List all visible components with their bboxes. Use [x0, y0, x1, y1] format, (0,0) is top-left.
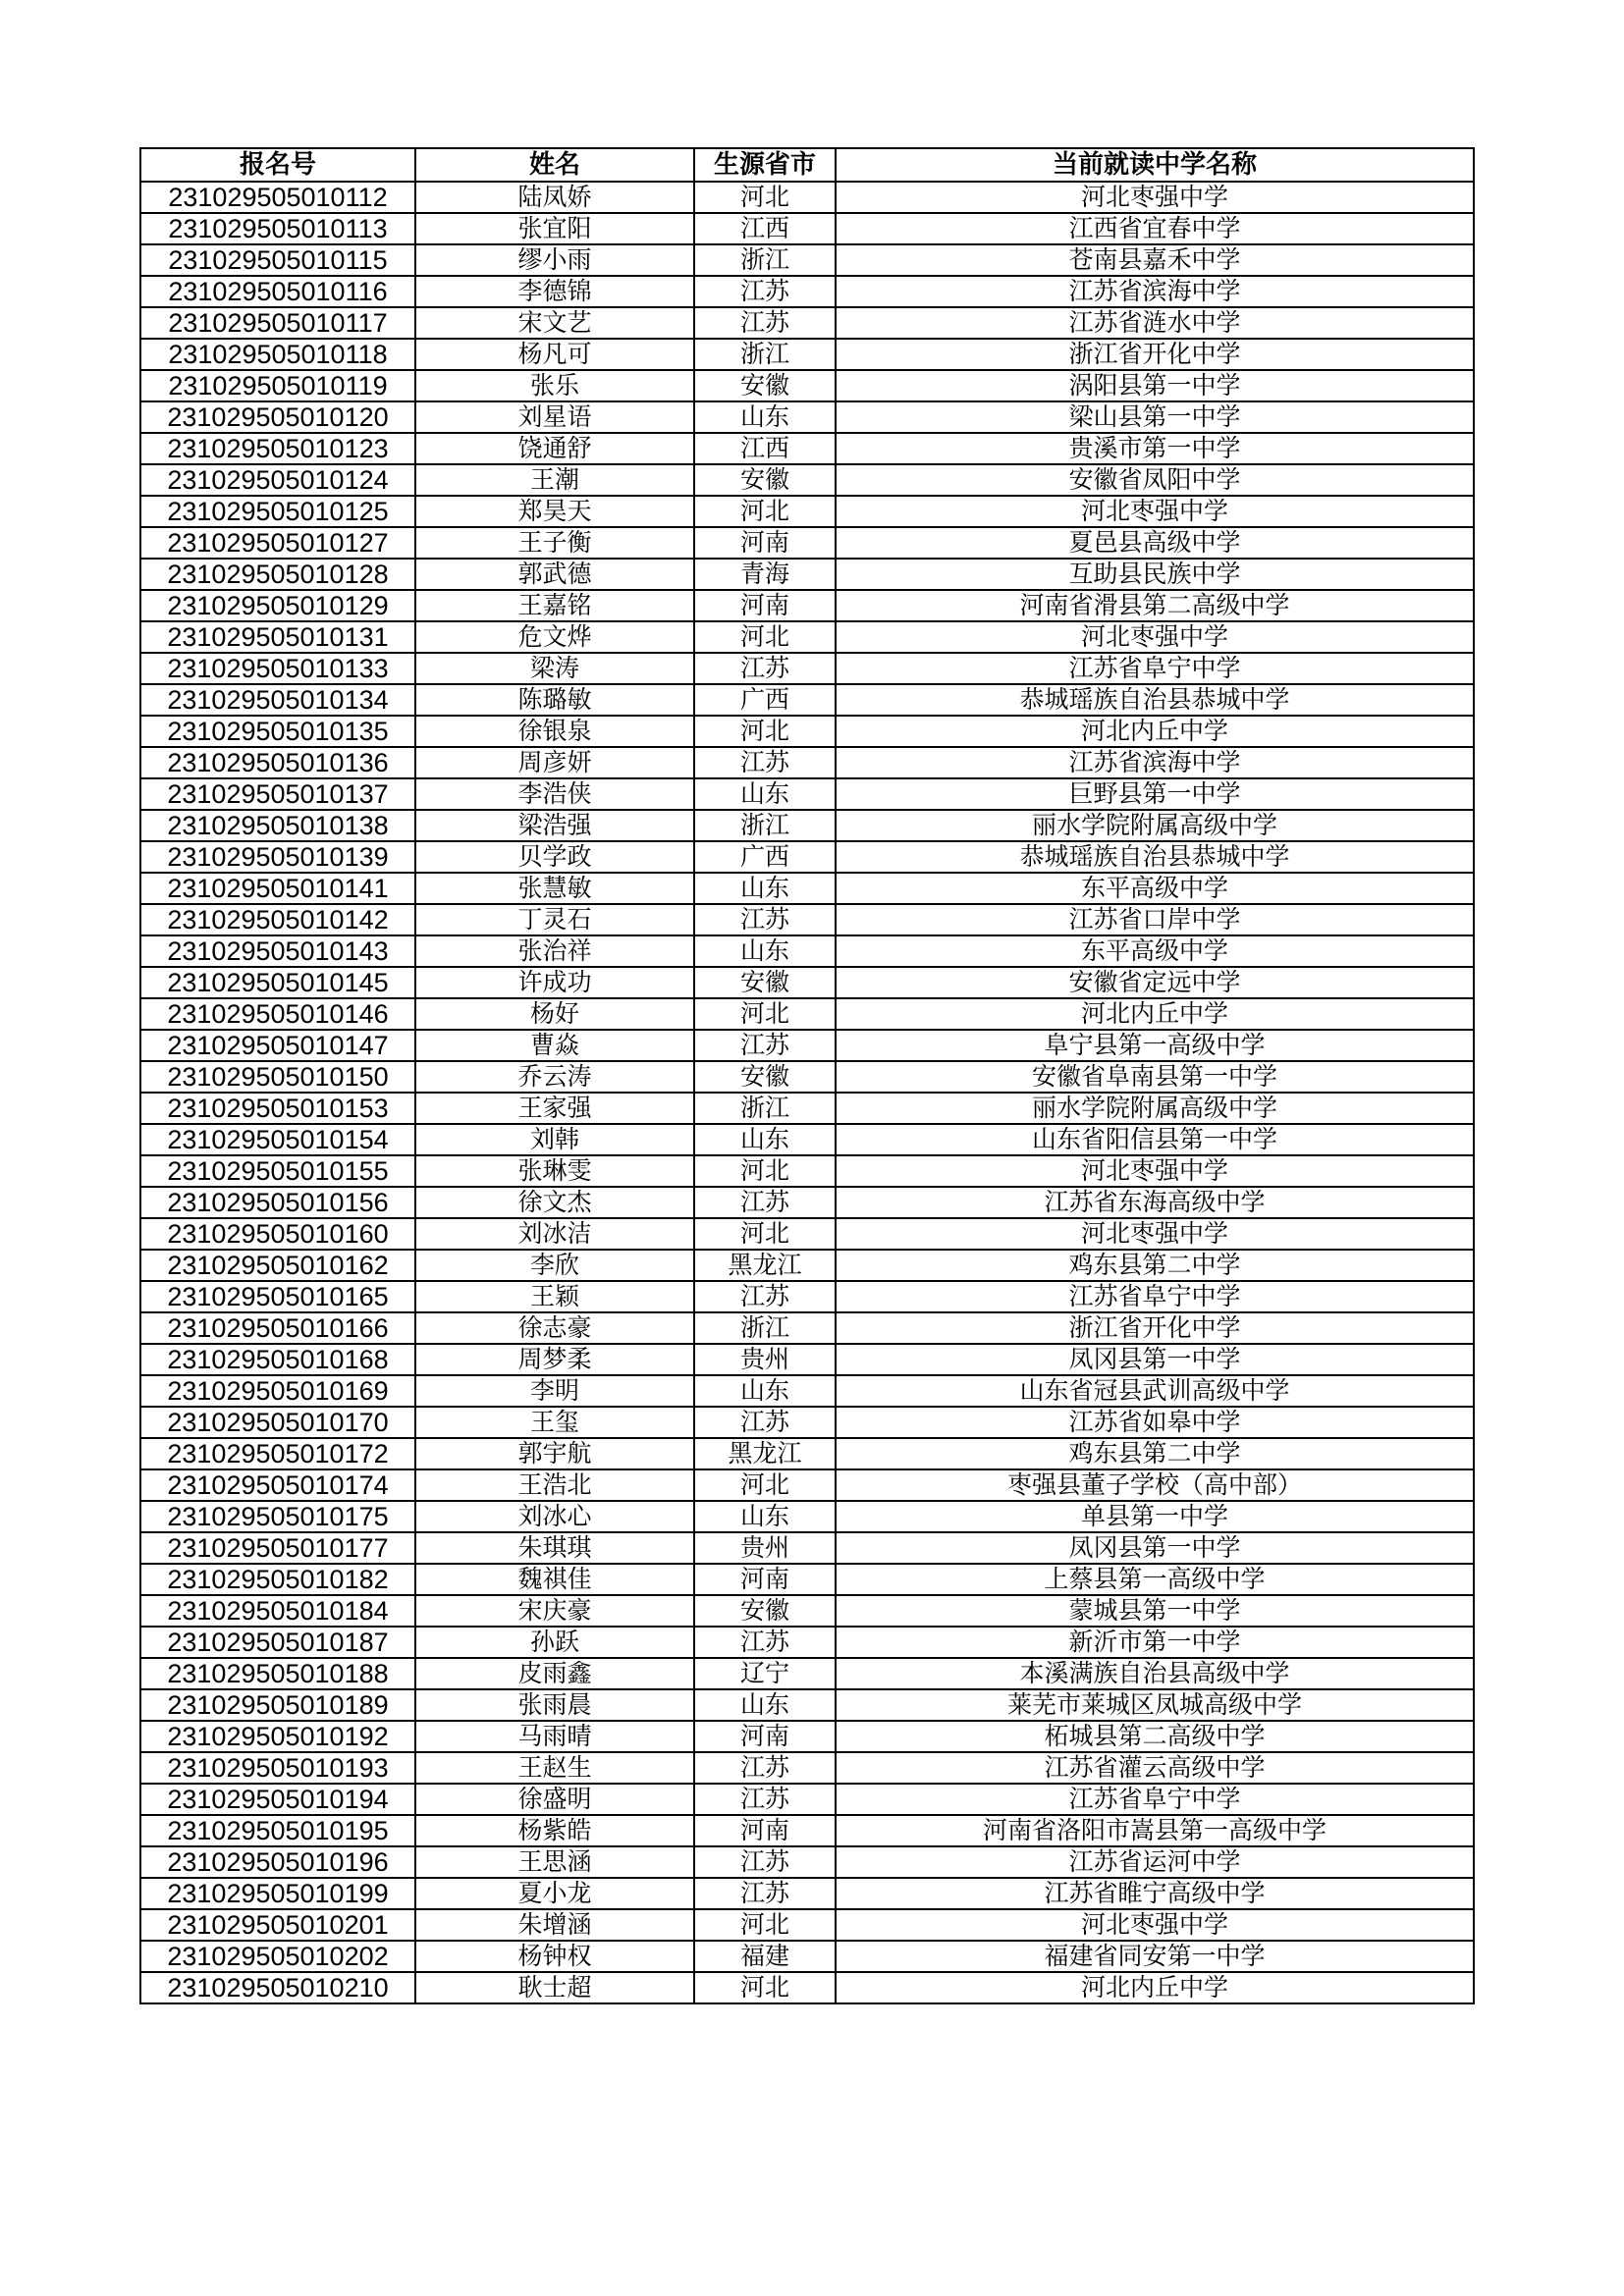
school-name-cell: 山东省阳信县第一中学 — [836, 1124, 1474, 1155]
province-cell: 广西 — [694, 684, 836, 716]
school-name-cell: 贵溪市第一中学 — [836, 433, 1474, 464]
table-row — [140, 1627, 1474, 1658]
student-name-cell: 杨钟权 — [415, 1941, 694, 1972]
province-cell: 江苏 — [694, 653, 836, 684]
registration-number-cell: 231029505010137 — [140, 778, 415, 810]
province-cell: 河北 — [694, 1909, 836, 1941]
school-name-cell: 安徽省阜南县第一中学 — [836, 1061, 1474, 1093]
registration-number-cell: 231029505010189 — [140, 1689, 415, 1721]
school-name-cell: 苍南县嘉禾中学 — [836, 244, 1474, 276]
province-cell: 河北 — [694, 716, 836, 747]
table-row — [140, 1438, 1474, 1469]
student-name-cell: 周梦柔 — [415, 1344, 694, 1375]
registration-number-cell: 231029505010196 — [140, 1846, 415, 1878]
registration-number-cell: 231029505010142 — [140, 904, 415, 935]
registration-number-cell: 231029505010113 — [140, 213, 415, 244]
student-name-cell: 徐志豪 — [415, 1312, 694, 1344]
school-name-cell: 江苏省阜宁中学 — [836, 1281, 1474, 1312]
registration-number-cell: 231029505010202 — [140, 1941, 415, 1972]
province-cell: 山东 — [694, 1689, 836, 1721]
school-name-cell: 江苏省运河中学 — [836, 1846, 1474, 1878]
registration-number-cell: 231029505010162 — [140, 1250, 415, 1281]
header-school: 当前就读中学名称 — [836, 148, 1474, 182]
table-row — [140, 1312, 1474, 1344]
student-name-cell: 李德锦 — [415, 276, 694, 307]
school-name-cell: 河北枣强中学 — [836, 496, 1474, 527]
registration-number-cell: 231029505010124 — [140, 464, 415, 496]
registration-number-cell: 231029505010133 — [140, 653, 415, 684]
registration-number-cell: 231029505010146 — [140, 998, 415, 1030]
province-cell: 江苏 — [694, 904, 836, 935]
table-row — [140, 276, 1474, 307]
table-row — [140, 653, 1474, 684]
province-cell: 山东 — [694, 778, 836, 810]
registration-number-cell: 231029505010112 — [140, 182, 415, 213]
registration-number-cell: 231029505010131 — [140, 621, 415, 653]
school-name-cell: 安徽省凤阳中学 — [836, 464, 1474, 496]
registration-number-cell: 231029505010169 — [140, 1375, 415, 1407]
province-cell: 江苏 — [694, 1784, 836, 1815]
table-row — [140, 1689, 1474, 1721]
province-cell: 江苏 — [694, 1752, 836, 1784]
province-cell: 江苏 — [694, 1407, 836, 1438]
school-name-cell: 河南省洛阳市嵩县第一高级中学 — [836, 1815, 1474, 1846]
table-row — [140, 1752, 1474, 1784]
table-row — [140, 244, 1474, 276]
table-row — [140, 998, 1474, 1030]
table-row — [140, 1155, 1474, 1187]
registration-number-cell: 231029505010210 — [140, 1972, 415, 2003]
province-cell: 山东 — [694, 1375, 836, 1407]
school-name-cell: 凤冈县第一中学 — [836, 1344, 1474, 1375]
registration-number-cell: 231029505010174 — [140, 1469, 415, 1501]
student-name-cell: 宋文艺 — [415, 307, 694, 339]
school-name-cell: 河北枣强中学 — [836, 1218, 1474, 1250]
registration-number-cell: 231029505010166 — [140, 1312, 415, 1344]
student-name-cell: 刘星语 — [415, 401, 694, 433]
school-name-cell: 江苏省口岸中学 — [836, 904, 1474, 935]
school-name-cell: 江苏省东海高级中学 — [836, 1187, 1474, 1218]
table-row — [140, 1941, 1474, 1972]
province-cell: 江苏 — [694, 1878, 836, 1909]
province-cell: 山东 — [694, 1124, 836, 1155]
school-name-cell: 江苏省涟水中学 — [836, 307, 1474, 339]
school-name-cell: 恭城瑶族自治县恭城中学 — [836, 841, 1474, 873]
registration-number-cell: 231029505010150 — [140, 1061, 415, 1093]
province-cell: 江苏 — [694, 1187, 836, 1218]
registration-number-cell: 231029505010165 — [140, 1281, 415, 1312]
student-name-cell: 徐文杰 — [415, 1187, 694, 1218]
table-row — [140, 684, 1474, 716]
school-name-cell: 江苏省灌云高级中学 — [836, 1752, 1474, 1784]
school-name-cell: 东平高级中学 — [836, 935, 1474, 967]
province-cell: 贵州 — [694, 1344, 836, 1375]
province-cell: 江苏 — [694, 1030, 836, 1061]
school-name-cell: 江苏省睢宁高级中学 — [836, 1878, 1474, 1909]
province-cell: 河北 — [694, 998, 836, 1030]
student-name-cell: 杨好 — [415, 998, 694, 1030]
registration-number-cell: 231029505010160 — [140, 1218, 415, 1250]
registration-number-cell: 231029505010135 — [140, 716, 415, 747]
student-name-cell: 贝学政 — [415, 841, 694, 873]
table-row — [140, 904, 1474, 935]
student-name-cell: 王家强 — [415, 1093, 694, 1124]
school-name-cell: 互助县民族中学 — [836, 559, 1474, 590]
registration-number-cell: 231029505010127 — [140, 527, 415, 559]
school-name-cell: 河北枣强中学 — [836, 1909, 1474, 1941]
student-name-cell: 郭武德 — [415, 559, 694, 590]
table-row — [140, 1532, 1474, 1564]
student-name-cell: 王赵生 — [415, 1752, 694, 1784]
province-cell: 河南 — [694, 527, 836, 559]
registration-number-cell: 231029505010155 — [140, 1155, 415, 1187]
table-row — [140, 559, 1474, 590]
province-cell: 江西 — [694, 213, 836, 244]
table-row — [140, 1721, 1474, 1752]
province-cell: 安徽 — [694, 967, 836, 998]
table-row — [140, 1093, 1474, 1124]
school-name-cell: 河北内丘中学 — [836, 1972, 1474, 2003]
registration-number-cell: 231029505010119 — [140, 370, 415, 401]
student-name-cell: 张慧敏 — [415, 873, 694, 904]
registration-number-cell: 231029505010125 — [140, 496, 415, 527]
registration-number-cell: 231029505010175 — [140, 1501, 415, 1532]
header-province: 生源省市 — [694, 148, 836, 182]
table-row — [140, 590, 1474, 621]
table-row — [140, 1124, 1474, 1155]
school-name-cell: 枣强县董子学校（高中部） — [836, 1469, 1474, 1501]
province-cell: 河北 — [694, 621, 836, 653]
registration-number-cell: 231029505010188 — [140, 1658, 415, 1689]
province-cell: 安徽 — [694, 464, 836, 496]
table-row — [140, 339, 1474, 370]
table-row — [140, 810, 1474, 841]
province-cell: 河南 — [694, 1815, 836, 1846]
header-row — [140, 148, 1474, 182]
student-name-cell: 李浩侠 — [415, 778, 694, 810]
province-cell: 安徽 — [694, 1061, 836, 1093]
table-row — [140, 967, 1474, 998]
school-name-cell: 阜宁县第一高级中学 — [836, 1030, 1474, 1061]
table-row — [140, 1878, 1474, 1909]
school-name-cell: 柘城县第二高级中学 — [836, 1721, 1474, 1752]
registration-number-cell: 231029505010120 — [140, 401, 415, 433]
table-row — [140, 401, 1474, 433]
registration-number-cell: 231029505010153 — [140, 1093, 415, 1124]
student-name-cell: 周彦妍 — [415, 747, 694, 778]
province-cell: 山东 — [694, 935, 836, 967]
student-name-cell: 梁涛 — [415, 653, 694, 684]
student-name-cell: 马雨晴 — [415, 1721, 694, 1752]
table-row — [140, 1344, 1474, 1375]
student-name-cell: 张雨晨 — [415, 1689, 694, 1721]
registration-number-cell: 231029505010147 — [140, 1030, 415, 1061]
table-row — [140, 841, 1474, 873]
table-row — [140, 1784, 1474, 1815]
province-cell: 浙江 — [694, 1093, 836, 1124]
student-name-cell: 徐银泉 — [415, 716, 694, 747]
province-cell: 河北 — [694, 1972, 836, 2003]
province-cell: 河南 — [694, 590, 836, 621]
school-name-cell: 河北枣强中学 — [836, 1155, 1474, 1187]
school-name-cell: 上蔡县第一高级中学 — [836, 1564, 1474, 1595]
registration-number-cell: 231029505010193 — [140, 1752, 415, 1784]
student-name-cell: 孙跃 — [415, 1627, 694, 1658]
school-name-cell: 莱芜市莱城区凤城高级中学 — [836, 1689, 1474, 1721]
table-row — [140, 1469, 1474, 1501]
registration-number-cell: 231029505010177 — [140, 1532, 415, 1564]
school-name-cell: 东平高级中学 — [836, 873, 1474, 904]
student-name-cell: 王玺 — [415, 1407, 694, 1438]
table-row — [140, 1564, 1474, 1595]
province-cell: 辽宁 — [694, 1658, 836, 1689]
registration-number-cell: 231029505010199 — [140, 1878, 415, 1909]
registration-number-cell: 231029505010201 — [140, 1909, 415, 1941]
student-name-cell: 李欣 — [415, 1250, 694, 1281]
student-name-cell: 朱琪琪 — [415, 1532, 694, 1564]
province-cell: 黑龙江 — [694, 1438, 836, 1469]
province-cell: 河北 — [694, 182, 836, 213]
student-list-table — [139, 147, 1475, 2004]
student-name-cell: 郭宇航 — [415, 1438, 694, 1469]
province-cell: 福建 — [694, 1941, 836, 1972]
school-name-cell: 丽水学院附属高级中学 — [836, 1093, 1474, 1124]
province-cell: 江苏 — [694, 1846, 836, 1878]
table-row — [140, 1218, 1474, 1250]
table-row — [140, 1846, 1474, 1878]
province-cell: 河南 — [694, 1564, 836, 1595]
registration-number-cell: 231029505010154 — [140, 1124, 415, 1155]
province-cell: 山东 — [694, 1501, 836, 1532]
school-name-cell: 江苏省阜宁中学 — [836, 653, 1474, 684]
province-cell: 贵州 — [694, 1532, 836, 1564]
registration-number-cell: 231029505010192 — [140, 1721, 415, 1752]
province-cell: 江苏 — [694, 1281, 836, 1312]
registration-number-cell: 231029505010195 — [140, 1815, 415, 1846]
school-name-cell: 本溪满族自治县高级中学 — [836, 1658, 1474, 1689]
school-name-cell: 鸡东县第二中学 — [836, 1250, 1474, 1281]
student-name-cell: 乔云涛 — [415, 1061, 694, 1093]
table-row — [140, 370, 1474, 401]
school-name-cell: 恭城瑶族自治县恭城中学 — [836, 684, 1474, 716]
table-row — [140, 307, 1474, 339]
registration-number-cell: 231029505010184 — [140, 1595, 415, 1627]
school-name-cell: 浙江省开化中学 — [836, 339, 1474, 370]
registration-number-cell: 231029505010182 — [140, 1564, 415, 1595]
province-cell: 江西 — [694, 433, 836, 464]
school-name-cell: 河北内丘中学 — [836, 998, 1474, 1030]
registration-number-cell: 231029505010118 — [140, 339, 415, 370]
table-row — [140, 1030, 1474, 1061]
school-name-cell: 安徽省定远中学 — [836, 967, 1474, 998]
table-row — [140, 747, 1474, 778]
table-row — [140, 1281, 1474, 1312]
province-cell: 河北 — [694, 1218, 836, 1250]
province-cell: 青海 — [694, 559, 836, 590]
header-registration-number: 报名号 — [140, 148, 415, 182]
school-name-cell: 江苏省阜宁中学 — [836, 1784, 1474, 1815]
province-cell: 广西 — [694, 841, 836, 873]
student-name-cell: 刘冰心 — [415, 1501, 694, 1532]
student-name-cell: 张琳雯 — [415, 1155, 694, 1187]
province-cell: 河北 — [694, 1155, 836, 1187]
province-cell: 江苏 — [694, 276, 836, 307]
province-cell: 浙江 — [694, 244, 836, 276]
school-name-cell: 涡阳县第一中学 — [836, 370, 1474, 401]
student-name-cell: 徐盛明 — [415, 1784, 694, 1815]
table-row — [140, 778, 1474, 810]
student-name-cell: 张治祥 — [415, 935, 694, 967]
student-name-cell: 曹焱 — [415, 1030, 694, 1061]
student-name-cell: 梁浩强 — [415, 810, 694, 841]
registration-number-cell: 231029505010143 — [140, 935, 415, 967]
table-row — [140, 1815, 1474, 1846]
table-row — [140, 1061, 1474, 1093]
registration-number-cell: 231029505010117 — [140, 307, 415, 339]
school-name-cell: 丽水学院附属高级中学 — [836, 810, 1474, 841]
student-name-cell: 丁灵石 — [415, 904, 694, 935]
table-row — [140, 213, 1474, 244]
registration-number-cell: 231029505010116 — [140, 276, 415, 307]
student-name-cell: 缪小雨 — [415, 244, 694, 276]
school-name-cell: 山东省冠县武训高级中学 — [836, 1375, 1474, 1407]
student-name-cell: 危文烨 — [415, 621, 694, 653]
school-name-cell: 蒙城县第一中学 — [836, 1595, 1474, 1627]
registration-number-cell: 231029505010129 — [140, 590, 415, 621]
table-row — [140, 527, 1474, 559]
student-name-cell: 王潮 — [415, 464, 694, 496]
table-row — [140, 1909, 1474, 1941]
province-cell: 河北 — [694, 1469, 836, 1501]
student-name-cell: 王思涵 — [415, 1846, 694, 1878]
school-name-cell: 梁山县第一中学 — [836, 401, 1474, 433]
student-name-cell: 魏祺佳 — [415, 1564, 694, 1595]
student-name-cell: 张宜阳 — [415, 213, 694, 244]
school-name-cell: 新沂市第一中学 — [836, 1627, 1474, 1658]
header-name: 姓名 — [415, 148, 694, 182]
student-name-cell: 王颖 — [415, 1281, 694, 1312]
student-name-cell: 郑昊天 — [415, 496, 694, 527]
school-name-cell: 单县第一中学 — [836, 1501, 1474, 1532]
province-cell: 山东 — [694, 873, 836, 904]
school-name-cell: 福建省同安第一中学 — [836, 1941, 1474, 1972]
registration-number-cell: 231029505010168 — [140, 1344, 415, 1375]
table-body — [140, 182, 1474, 2003]
table-row — [140, 464, 1474, 496]
school-name-cell: 鸡东县第二中学 — [836, 1438, 1474, 1469]
table-row — [140, 1595, 1474, 1627]
school-name-cell: 江西省宜春中学 — [836, 213, 1474, 244]
student-name-cell: 陈璐敏 — [415, 684, 694, 716]
student-name-cell: 夏小龙 — [415, 1878, 694, 1909]
school-name-cell: 河北枣强中学 — [836, 182, 1474, 213]
student-name-cell: 刘韩 — [415, 1124, 694, 1155]
province-cell: 安徽 — [694, 370, 836, 401]
registration-number-cell: 231029505010128 — [140, 559, 415, 590]
table-row — [140, 1375, 1474, 1407]
student-name-cell: 王浩北 — [415, 1469, 694, 1501]
registration-number-cell: 231029505010141 — [140, 873, 415, 904]
table-row — [140, 1187, 1474, 1218]
student-name-cell: 刘冰洁 — [415, 1218, 694, 1250]
school-name-cell: 河南省滑县第二高级中学 — [836, 590, 1474, 621]
table-row — [140, 716, 1474, 747]
school-name-cell: 江苏省如皋中学 — [836, 1407, 1474, 1438]
school-name-cell: 江苏省滨海中学 — [836, 276, 1474, 307]
registration-number-cell: 231029505010139 — [140, 841, 415, 873]
school-name-cell: 巨野县第一中学 — [836, 778, 1474, 810]
student-name-cell: 陆凤娇 — [415, 182, 694, 213]
table-row — [140, 935, 1474, 967]
province-cell: 安徽 — [694, 1595, 836, 1627]
school-name-cell: 江苏省滨海中学 — [836, 747, 1474, 778]
registration-number-cell: 231029505010145 — [140, 967, 415, 998]
student-name-cell: 皮雨鑫 — [415, 1658, 694, 1689]
table-row — [140, 1407, 1474, 1438]
table-row — [140, 1501, 1474, 1532]
student-name-cell: 张乐 — [415, 370, 694, 401]
registration-number-cell: 231029505010115 — [140, 244, 415, 276]
student-name-cell: 王子衡 — [415, 527, 694, 559]
table-row — [140, 1250, 1474, 1281]
student-name-cell: 李明 — [415, 1375, 694, 1407]
province-cell: 浙江 — [694, 1312, 836, 1344]
school-name-cell: 夏邑县高级中学 — [836, 527, 1474, 559]
table-row — [140, 496, 1474, 527]
registration-number-cell: 231029505010156 — [140, 1187, 415, 1218]
student-name-cell: 杨凡可 — [415, 339, 694, 370]
registration-number-cell: 231029505010194 — [140, 1784, 415, 1815]
school-name-cell: 河北枣强中学 — [836, 621, 1474, 653]
table-row — [140, 182, 1474, 213]
province-cell: 江苏 — [694, 747, 836, 778]
school-name-cell: 河北内丘中学 — [836, 716, 1474, 747]
table-row — [140, 433, 1474, 464]
table-row — [140, 1972, 1474, 2003]
province-cell: 山东 — [694, 401, 836, 433]
province-cell: 浙江 — [694, 339, 836, 370]
student-name-cell: 饶通舒 — [415, 433, 694, 464]
province-cell: 江苏 — [694, 1627, 836, 1658]
school-name-cell: 凤冈县第一中学 — [836, 1532, 1474, 1564]
student-name-cell: 宋庆豪 — [415, 1595, 694, 1627]
school-name-cell: 浙江省开化中学 — [836, 1312, 1474, 1344]
registration-number-cell: 231029505010136 — [140, 747, 415, 778]
province-cell: 黑龙江 — [694, 1250, 836, 1281]
table-row — [140, 1658, 1474, 1689]
student-name-cell: 朱增涵 — [415, 1909, 694, 1941]
registration-number-cell: 231029505010138 — [140, 810, 415, 841]
province-cell: 浙江 — [694, 810, 836, 841]
student-name-cell: 杨紫皓 — [415, 1815, 694, 1846]
registration-number-cell: 231029505010187 — [140, 1627, 415, 1658]
province-cell: 河南 — [694, 1721, 836, 1752]
registration-number-cell: 231029505010170 — [140, 1407, 415, 1438]
registration-number-cell: 231029505010134 — [140, 684, 415, 716]
student-name-cell: 许成功 — [415, 967, 694, 998]
registration-number-cell: 231029505010123 — [140, 433, 415, 464]
table-row — [140, 621, 1474, 653]
table-row — [140, 873, 1474, 904]
table-header — [140, 148, 1474, 182]
province-cell: 江苏 — [694, 307, 836, 339]
province-cell: 河北 — [694, 496, 836, 527]
student-name-cell: 耿士超 — [415, 1972, 694, 2003]
student-name-cell: 王嘉铭 — [415, 590, 694, 621]
registration-number-cell: 231029505010172 — [140, 1438, 415, 1469]
